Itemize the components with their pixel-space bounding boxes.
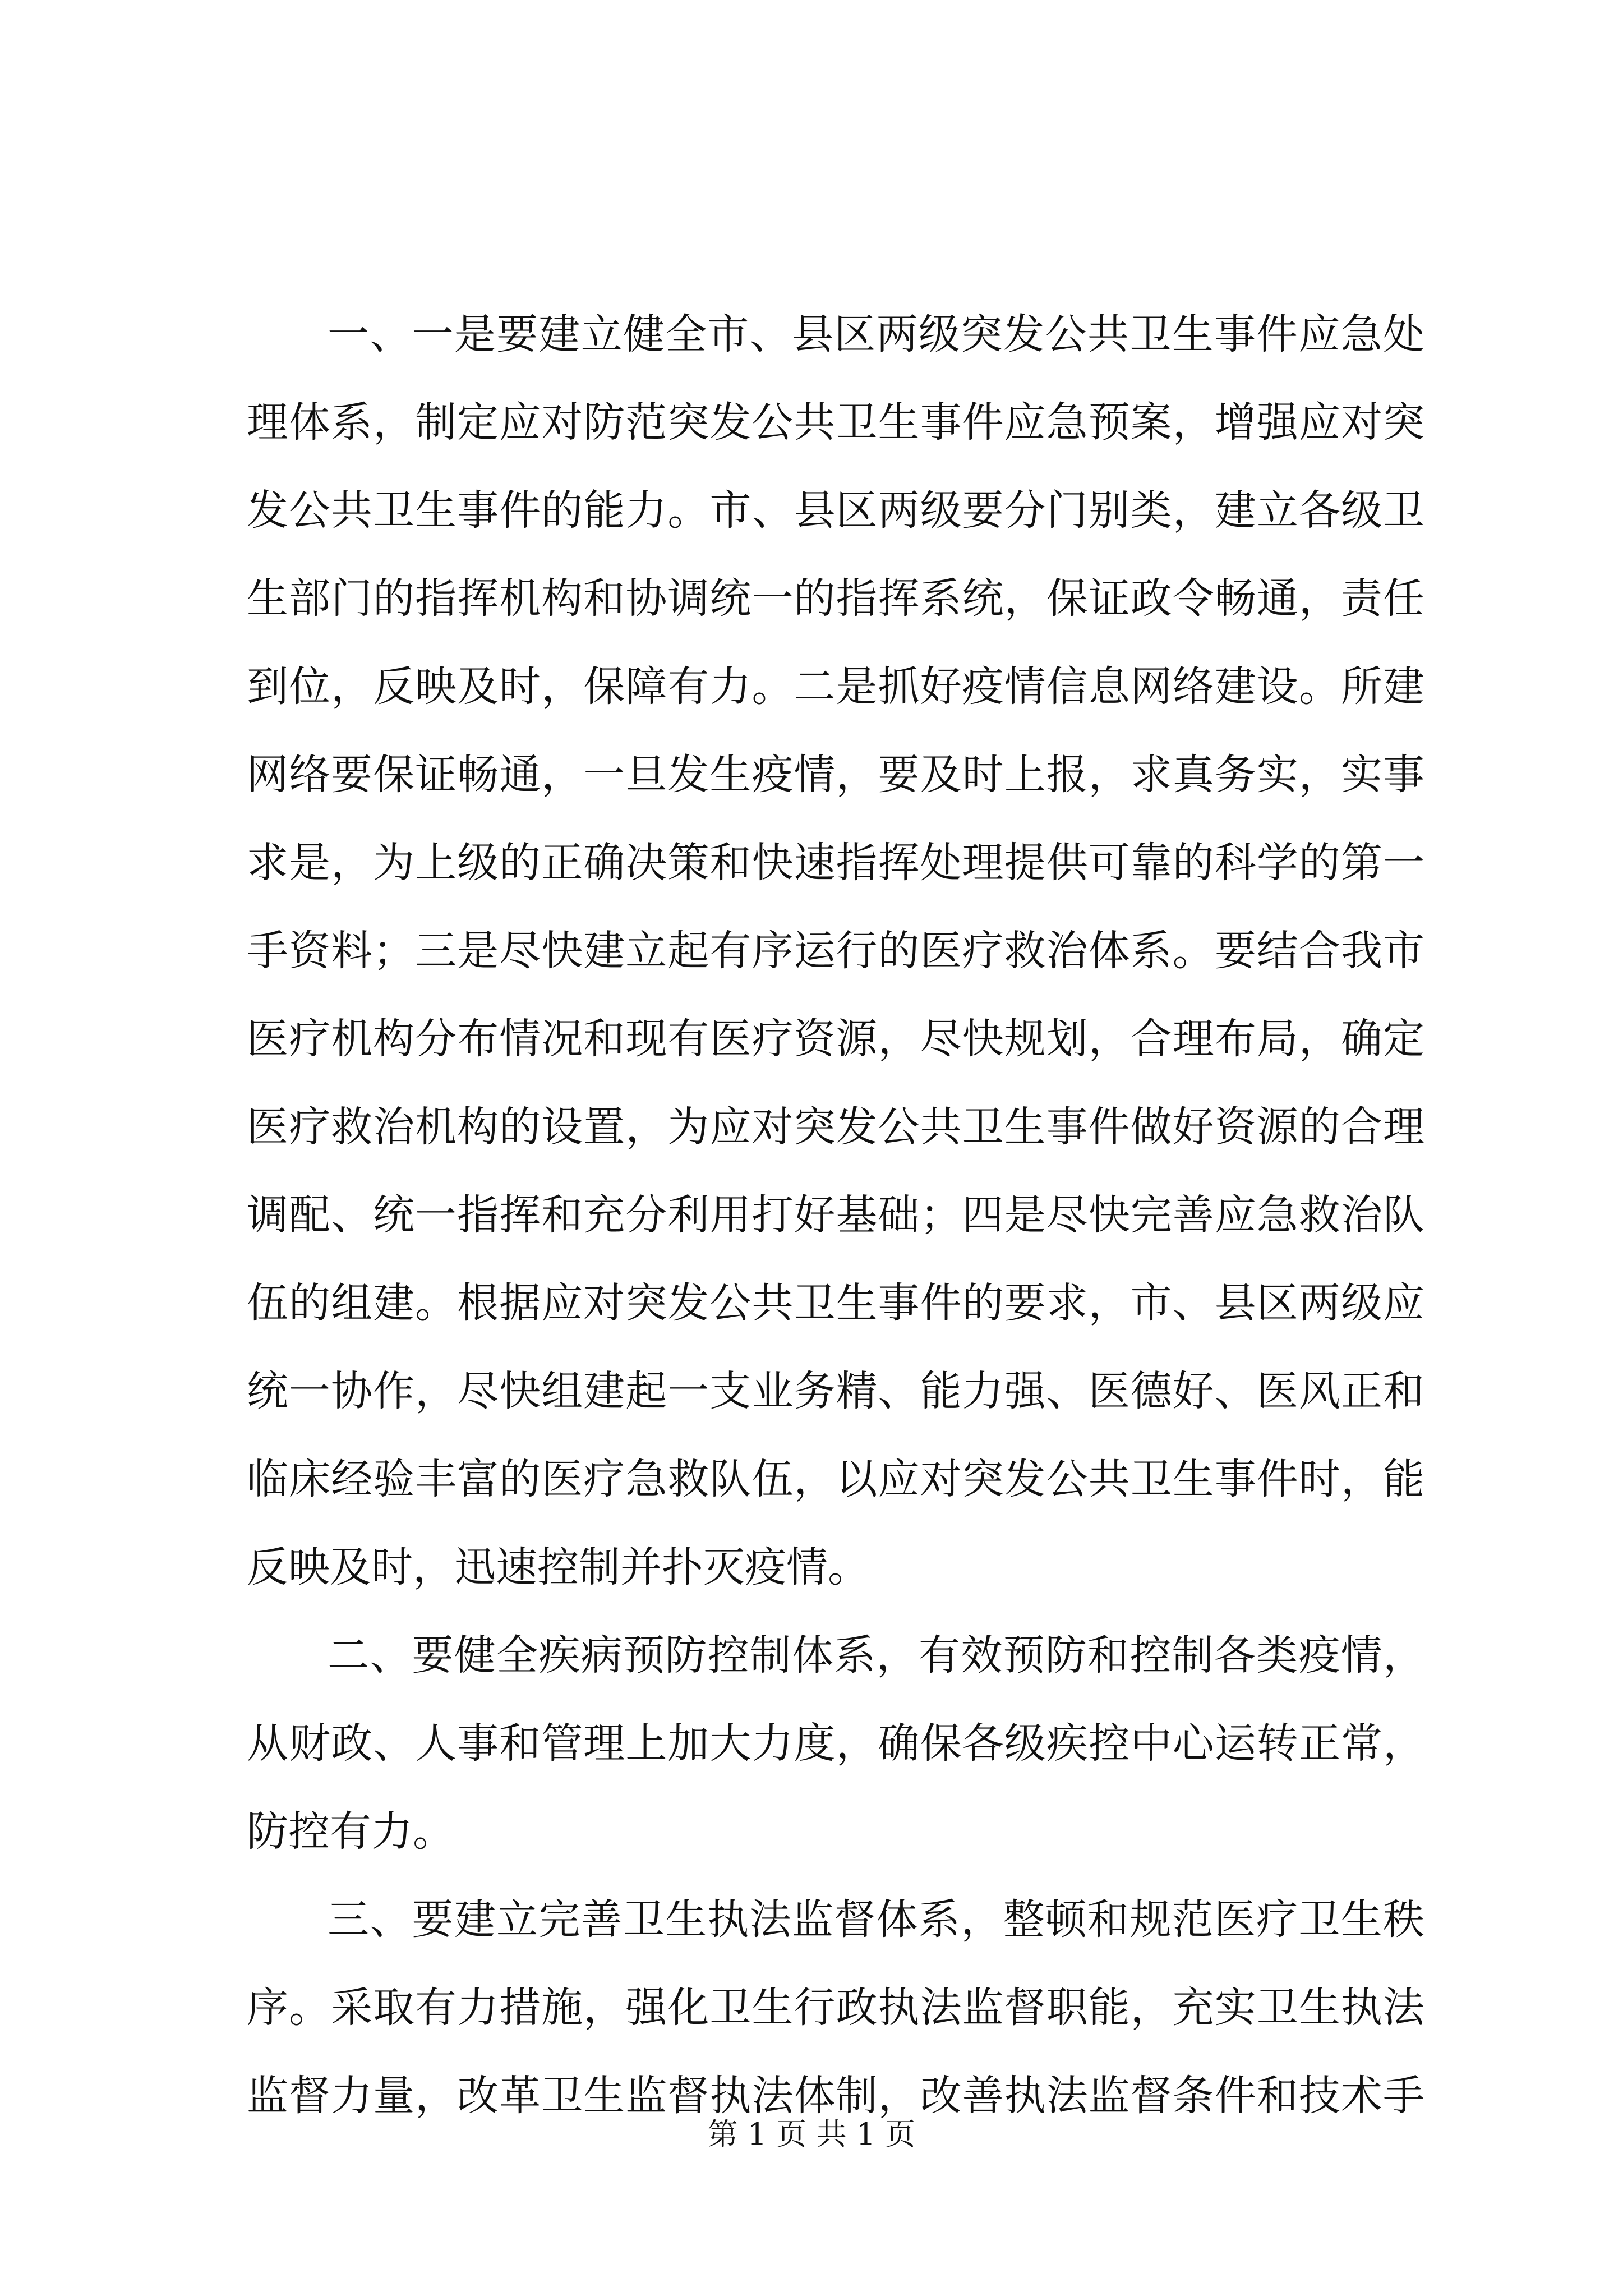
text-line: 临床经验丰富的医疗急救队伍，以应对突发公共卫生事件时，能 (247, 1455, 1424, 1503)
text-line: 生部门的指挥机构和协调统一的指挥系统，保证政令畅通，责任 (247, 574, 1424, 623)
text-line: 理体系，制定应对防范突发公共卫生事件应急预案，增强应对突 (247, 398, 1424, 447)
paragraph-3 (247, 1876, 1424, 2140)
text-line: 伍的组建。根据应对突发公共卫生事件的要求，市、县区两级应 (247, 1279, 1424, 1327)
text-line: 三、要建立完善卫生执法监督体系，整顿和规范医疗卫生秩 (328, 1895, 1424, 1944)
text-line: 医疗救治机构的设置，为应对突发公共卫生事件做好资源的合理 (247, 1103, 1424, 1151)
text-line: 二、要健全疾病预防控制体系，有效预防和控制各类疫情， (328, 1631, 1424, 1680)
text-line: 监督力量，改革卫生监督执法体制，改善执法监督条件和技术手 (247, 2072, 1424, 2120)
text-line: 到位，反映及时，保障有力。二是抓好疫情信息网络建设。所建 (247, 662, 1424, 711)
text-line: 调配、统一指挥和充分利用打好基础；四是尽快完善应急救治队 (247, 1191, 1424, 1239)
text-line: 序。采取有力措施，强化卫生行政执法监督职能，充实卫生执法 (247, 1984, 1424, 2032)
text-line: 统一协作，尽快组建起一支业务精、能力强、医德好、医风正和 (247, 1367, 1424, 1415)
document-body (247, 291, 1424, 2140)
text-line: 从财政、人事和管理上加大力度，确保各级疾控中心运转正常， (247, 1719, 1424, 1768)
page-footer: 第 1 页 共 1 页 (707, 2116, 916, 2152)
text-line: 手资料；三是尽快建立起有序运行的医疗救治体系。要结合我市 (247, 927, 1424, 975)
text-line: 发公共卫生事件的能力。市、县区两级要分门别类，建立各级卫 (247, 486, 1424, 535)
paragraph-2 (247, 1612, 1424, 1876)
text-line: 防控有力。 (247, 1807, 454, 1856)
text-line: 求是，为上级的正确决策和快速指挥处理提供可靠的科学的第一 (247, 839, 1424, 887)
text-line: 医疗机构分布情况和现有医疗资源，尽快规划，合理布局，确定 (247, 1015, 1424, 1063)
text-line: 网络要保证畅通，一旦发生疫情，要及时上报，求真务实，实事 (247, 751, 1424, 799)
text-line: 一、一是要建立健全市、县区两级突发公共卫生事件应急处 (328, 310, 1424, 358)
text-line: 反映及时，迅速控制并扑灭疫情。 (247, 1543, 869, 1591)
paragraph-1 (247, 291, 1424, 1612)
